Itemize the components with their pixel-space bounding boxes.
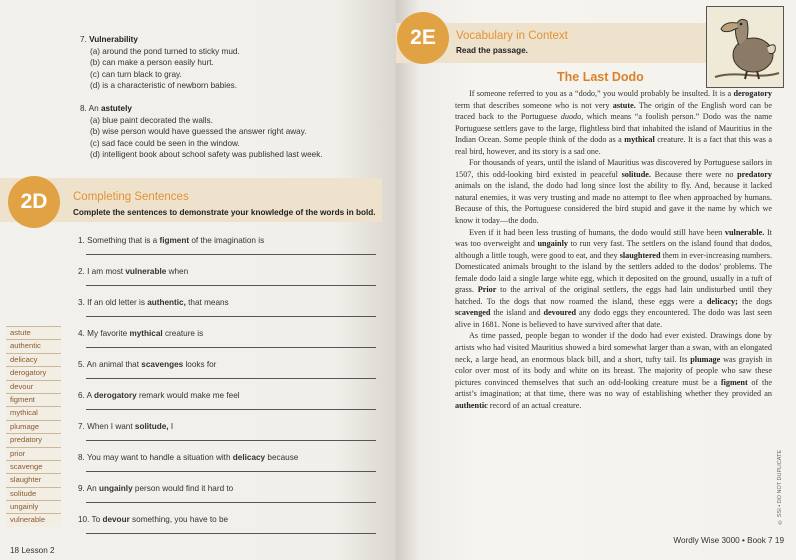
- answer-line[interactable]: [86, 533, 376, 534]
- word-bank-item: slaughter: [6, 473, 61, 486]
- sentence-item: [78, 453, 388, 462]
- sentence-bold-word: derogatory: [93, 391, 137, 400]
- sentence-item: [78, 267, 388, 276]
- q7-option-b[interactable]: (b) can make a person easily hurt.: [90, 58, 214, 68]
- question-8: [80, 103, 323, 161]
- sentence-number: 9.: [78, 484, 85, 493]
- right-footer: Wordly Wise 3000 • Book 7 19: [673, 536, 784, 545]
- sentence-pre: You may want to handle a situation with: [86, 453, 233, 462]
- sentence-pre: If an old letter is: [87, 298, 148, 307]
- left-page: [0, 0, 396, 560]
- sentence-item: [78, 515, 388, 524]
- sentence-pre: A: [86, 391, 94, 400]
- left-footer: 18 Lesson 2: [10, 546, 55, 555]
- sentence-bold-word: figment: [159, 236, 190, 245]
- sentence-number: 8.: [78, 453, 85, 462]
- section-2e-badge: 2E: [397, 12, 449, 64]
- sentence-item: [78, 329, 388, 338]
- answer-line[interactable]: [86, 316, 376, 317]
- word-bank-item: astute: [6, 326, 61, 339]
- sentence-item: [78, 391, 388, 400]
- sentence-bold-word: ungainly: [98, 484, 133, 493]
- sentence-pre: When I want: [87, 422, 135, 431]
- answer-line[interactable]: [86, 285, 376, 286]
- q7-option-c[interactable]: (c) can turn black to gray.: [90, 69, 182, 79]
- q8-option-b[interactable]: (b) wise person would have guessed the answer right away.: [90, 127, 307, 137]
- sentence-post: because: [265, 453, 299, 462]
- sentence-number: 7.: [78, 422, 85, 431]
- section-2e-title: Vocabulary in Context: [456, 30, 568, 42]
- sentence-item: [78, 298, 388, 307]
- q8-pre: An: [88, 104, 101, 113]
- sentence-pre: Something that is a: [87, 236, 160, 245]
- section-2e-instruction: Read the passage.: [456, 46, 528, 55]
- dodo-illustration: [706, 6, 784, 88]
- section-2d-badge: 2D: [8, 176, 60, 228]
- story-title: The Last Dodo: [557, 70, 644, 84]
- answer-line[interactable]: [86, 378, 376, 379]
- sentence-number: 10.: [78, 515, 90, 524]
- word-bank-item: figment: [6, 393, 61, 406]
- sentence-bold-word: devour: [102, 515, 130, 524]
- sentence-number: 1.: [78, 236, 85, 245]
- sentence-item: [78, 484, 388, 493]
- sentence-item: [78, 236, 388, 245]
- sentence-pre: An: [86, 484, 99, 493]
- answer-line[interactable]: [86, 254, 376, 255]
- sentence-post: that means: [185, 298, 229, 307]
- word-bank-item: derogatory: [6, 366, 61, 379]
- sentence-pre: I am most: [87, 267, 126, 276]
- word-bank: [6, 326, 61, 527]
- q7-word: Vulnerability: [89, 35, 138, 44]
- section-2d-instruction: Complete the sentences to demonstrate your knowledge of the words in bold.: [73, 208, 376, 217]
- answer-line[interactable]: [86, 347, 376, 348]
- story-paragraph-1: If someone referred to you as a “dodo,” you would probably be insulted. It is a derogatory term that describes someone who is not very astute. The origin of the English word can be traced back to the Portuguese duodo, which means “a foolish person.” Dodo was the name Portuguese settlers gave to the large, flightless bird that inhabited the island of Mauritius in the Indian Ocean. Some people think of the dodo as a mythical creature. It is a fact that this was a real bird, however, and its story is a sad one.: [455, 89, 772, 156]
- copyright-side-note: © SSI • DO NOT DUPLICATE: [777, 450, 783, 525]
- sentence-post: looks for: [183, 360, 217, 369]
- sentence-bold-word: solitude,: [134, 422, 169, 431]
- sentence-number: 5.: [78, 360, 85, 369]
- section-2d-title: Completing Sentences: [73, 191, 189, 203]
- word-bank-item: scavenge: [6, 460, 61, 473]
- q8-word: astutely: [100, 104, 132, 113]
- question-7: [80, 34, 240, 92]
- sentence-post: something, you have to be: [129, 515, 229, 524]
- sentence-post: remark would make me feel: [136, 391, 240, 400]
- q8-option-c[interactable]: (c) sad face could be seen in the window.: [90, 138, 240, 148]
- answer-line[interactable]: [86, 409, 376, 410]
- word-bank-item: delicacy: [6, 353, 61, 366]
- sentence-pre: To: [91, 515, 103, 524]
- sentence-number: 3.: [78, 298, 85, 307]
- sentence-number: 6.: [78, 391, 85, 400]
- sentence-bold-word: authentic,: [147, 298, 186, 307]
- sentence-post: creature is: [162, 329, 204, 338]
- word-bank-item: mythical: [6, 406, 61, 419]
- sentence-number: 4.: [78, 329, 85, 338]
- sentence-post: when: [166, 267, 189, 276]
- story-paragraph-3: Even if it had been less trusting of humans, the dodo would still have been vulnerable. It was too overweight and ungainly to run very fast. The settlers on the island found that dodos, although a little tough, were good to eat, and they slaughtered them in ever-increasing numbers. Domesticated animals brought to the island by the settlers added to the dodos’ problems. The female dodo laid a single large white egg, which it deposited on the ground, usually in a tuft of grass. Prior to the arrival of the original settlers, the eggs had lain undisturbed until they hatched. To the dogs that now roamed the island, these eggs were a delicacy; the dogs scavenged the island and devoured any dodo eggs they encountered. The dodo was last seen alive in 1681. None is believed to have survived after that date.: [455, 227, 773, 329]
- sentence-bold-word: delicacy: [232, 453, 266, 462]
- q8-option-a[interactable]: (a) blue paint decorated the walls.: [90, 115, 213, 125]
- sentence-post: I: [168, 422, 174, 431]
- story-passage: [455, 88, 772, 411]
- word-bank-item: ungainly: [6, 500, 61, 513]
- word-bank-item: predatory: [6, 433, 61, 446]
- q7-option-d[interactable]: (d) is a characteristic of newborn babies.: [90, 81, 237, 91]
- sentence-item: [78, 422, 388, 431]
- word-bank-item: prior: [6, 447, 61, 460]
- word-bank-item: vulnerable: [6, 513, 61, 526]
- word-bank-item: solitude: [6, 487, 61, 500]
- word-bank-item: authentic: [6, 339, 61, 352]
- word-bank-item: devour: [6, 380, 61, 393]
- q7-option-a[interactable]: (a) around the pond turned to sticky mud.: [90, 46, 240, 56]
- sentence-number: 2.: [78, 267, 85, 276]
- sentence-post: person would find it hard to: [132, 484, 234, 493]
- sentence-post: of the imagination is: [189, 236, 265, 245]
- sentence-bold-word: mythical: [129, 329, 163, 338]
- word-bank-item: plumage: [6, 420, 61, 433]
- story-paragraph-2: For thousands of years, until the island of Mauritius was discovered by Portuguese sailors in 1507, this odd-looking bird existed in peaceful solitude. Because there were no predatory animals on the island, the dodo had long since lost the ability to fly. And, because it lacked natural enemies, it was very trusting and made no attempt to flee when approached by humans. Because of this, the Portuguese considered the bird stupid and gave it the name by which we know it today—the dodo.: [455, 158, 772, 226]
- q7-number: 7.: [80, 35, 87, 44]
- sentence-pre: My favorite: [87, 329, 130, 338]
- sentence-bold-word: vulnerable: [125, 267, 167, 276]
- answer-line[interactable]: [86, 502, 376, 503]
- answer-line[interactable]: [86, 471, 376, 472]
- sentence-pre: An animal that: [86, 360, 142, 369]
- q8-number: 8.: [80, 104, 87, 113]
- dodo-drawing: [707, 7, 783, 87]
- story-paragraph-4: As time passed, people began to wonder if the dodo had ever existed. Drawings done by artists who had visited Mauritius showed a bird somewhat larger than a swan, with an elongated neck, a large head, an enormous black bill, and a short, tufty tail. Its plumage was grayish in color over most of its body and white on its breast. The majority of people who saw these pictures convinced themselves that such an odd-looking creature must be a figment of the artist’s imagination; at that time, there was no way of establishing whether they provided an authentic record of an actual creature.: [455, 331, 773, 410]
- sentence-bold-word: scavenges: [141, 360, 184, 369]
- answer-line[interactable]: [86, 440, 376, 441]
- sentence-item: [78, 360, 388, 369]
- q8-option-d[interactable]: (d) intelligent book about school safety was published last week.: [90, 150, 323, 160]
